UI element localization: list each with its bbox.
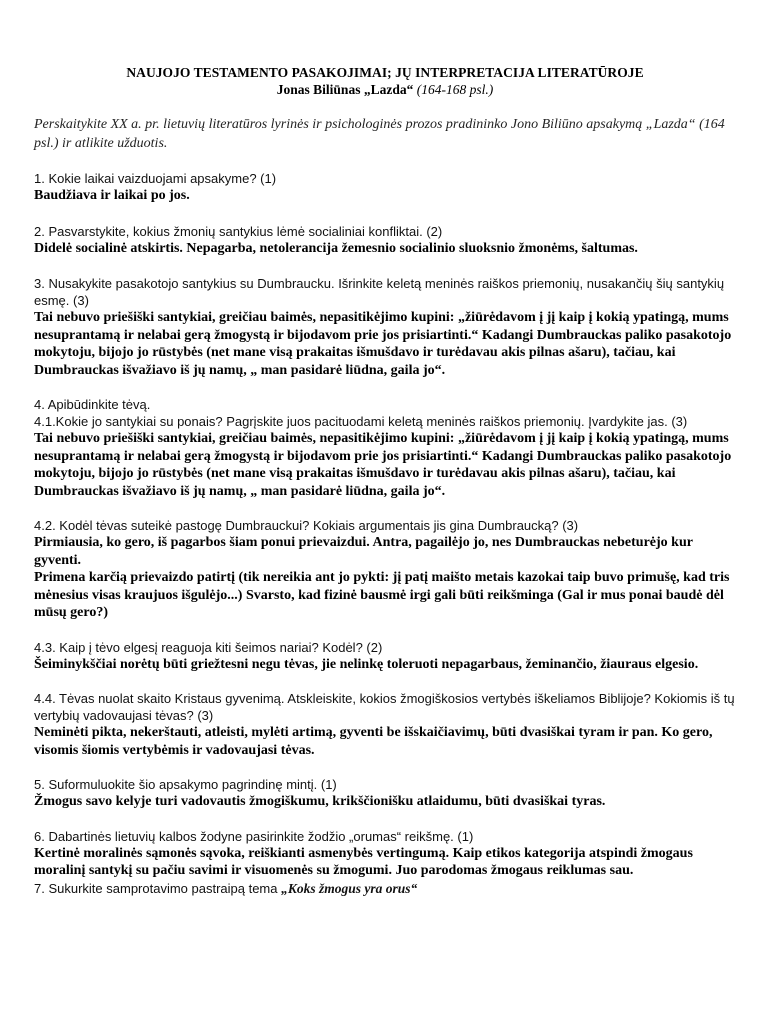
document-subtitle xyxy=(34,81,736,99)
question-block-4-4 xyxy=(34,690,736,759)
question-block-4 xyxy=(34,396,736,500)
question-7-text: 7. Sukurkite samprotavimo pastraipą tema xyxy=(34,880,282,896)
answer-2: Didelė socialinė atskirtis. Nepagarba, netolerancija žemesnio socialinio sluoksnio žmonėms, šaltumas. xyxy=(34,240,638,256)
question-7 xyxy=(34,880,736,897)
question-3: 3. Nusakykite pasakotojo santykius su Dumbraucku. Išrinkite keletą meninės raiškos priemonių, nusakančių šių santykių esmę. (3) xyxy=(34,276,725,308)
answer-4-2-part-2: Primena karčią prievaizdo patirtį (tik nereikia ant jo pykti: jį patį maišto metais kazokai taip buvo primušę, kad tris mėnesius visas kraujuos išgulėjo...) Svarsto, kad fizinė bausmė irgi gali būti reikšminga (Gal ir mus ponai baudė dėl mūsų gero?) xyxy=(34,570,730,620)
question-2: 2. Pasvarstykite, kokius žmonių santykius lėmė socialiniai konfliktai. (2) xyxy=(34,223,443,239)
question-6: 6. Dabartinės lietuvių kalbos žodyne pasirinkite žodžio „orumas“ reikšmę. (1) xyxy=(34,828,474,844)
question-block-4-2 xyxy=(34,517,736,622)
question-4-4: 4.4. Tėvas nuolat skaito Kristaus gyvenimą. Atskleiskite, kokios žmogiškosios vertybės iškeliamos Biblijoje? Kokiomis iš tų vertybių vadovaujasi tėvas? (3) xyxy=(34,691,735,723)
question-7-topic: „Koks žmogus yra orus“ xyxy=(281,880,418,896)
answer-6: Kertinė moralinės sąmonės sąvoka, reiškianti asmenybės vertingumą. Kaip etikos kategorija atspindi žmogaus moralinį santykį su pačiu savimi ir visuomenės su žmogumi. Juo parodomas žmogaus reiklumas sau. xyxy=(34,845,693,878)
answer-1: Baudžiava ir laikai po jos. xyxy=(34,188,190,203)
question-4-2: 4.2. Kodėl tėvas suteikė pastogę Dumbrauckui? Kokiais argumentais jis gina Dumbraucką? (3) xyxy=(34,518,579,533)
page-range: (164-168 psl.) xyxy=(416,82,494,97)
document-page xyxy=(34,64,736,897)
document-title: NAUJOJO TESTAMENTO PASAKOJIMAI; JŲ INTERPRETACIJA LITERATŪROJE xyxy=(126,65,644,80)
question-block-6 xyxy=(34,828,736,897)
answer-4-4: Neminėti pikta, nekerštauti, atleisti, mylėti artimą, gyventi be išskaičiavimų, būti dvasiškai tyram ir pan. Ko gero, visomis šiomis vertybėmis ir vadovaujasi tėvas. xyxy=(34,725,713,758)
answer-4-2-part-1: Pirmiausia, ko gero, iš pagarbos šiam ponui prievaizdui. Antra, pagailėjo jo, nes Dumbrauckas nebeturėjo kur gyventi. xyxy=(34,535,693,568)
question-block-1 xyxy=(34,170,736,205)
question-4-3: 4.3. Kaip į tėvo elgesį reaguoja kiti šeimos nariai? Kodėl? (2) xyxy=(34,639,383,655)
question-1: 1. Kokie laikai vaizduojami apsakyme? (1) xyxy=(34,171,277,186)
answer-4-1: Tai nebuvo priešiški santykiai, greičiau baimės, nepasitikėjimo kupini: „žiūrėdavom į jį kaip į kokią ypatingą, mums nesuprantamą ir nelabai gerą žmogystą ir bijodavom prie jos prisiartinti.“ Kadangi Dumbrauckas paliko pasakotojo mokytoju, bijojo jo rūstybės (net mane visą prakaitas išmušdavo ir turėdavau akis pilnas ašaru), tačiau, kai Dumbrauckas išvažiavo iš jų namų, „ man pasidarė liūdna, gaila jo“. xyxy=(34,431,732,499)
answer-4-3: Šeiminykščiai norėtų būti griežtesni negu tėvas, jie nelinkę toleruoti nepagarbaus, žeminančio, žiauraus elgesio. xyxy=(34,656,699,672)
question-block-2 xyxy=(34,223,736,258)
answer-3: Tai nebuvo priešiški santykiai, greičiau baimės, nepasitikėjimo kupini: „žiūrėdavom į jį kaip į kokią ypatingą, mums nesuprantamą ir nelabai gerą žmogystą ir bijodavom prie jos prisiartinti.“ Kadangi Dumbrauckas paliko pasakotojo mokytoju, bijojo jo rūstybės (net mane visą prakaitas išmušdavo ir turėdavau akis pilnas ašaru), tačiau, kai Dumbrauckas išvažiavo iš jų namų, „ man pasidarė liūdna, gaila jo“. xyxy=(34,310,732,378)
answer-5: Žmogus savo kelyje turi vadovautis žmogiškumu, krikščionišku atlaidumu, būti dvasiškai tyras. xyxy=(34,794,606,809)
question-4: 4. Apibūdinkite tėvą. xyxy=(34,397,151,412)
author-and-work: Jonas Biliūnas „Lazda“ xyxy=(276,82,414,97)
question-block-4-3 xyxy=(34,639,736,674)
question-block-3 xyxy=(34,275,736,379)
question-block-5 xyxy=(34,776,736,811)
question-4-1: 4.1.Kokie jo santykiai su ponais? Pagrįskite juos pacituodami keletą meninės raiškos priemonių. Įvardykite jas. (3) xyxy=(34,414,688,429)
task-intro: Perskaitykite XX a. pr. lietuvių literatūros lyrinės ir psichologinės prozos pradininko Jono Biliūno apsakymą „Lazda“ (164 psl.) ir atlikite užduotis. xyxy=(34,117,725,151)
question-5: 5. Suformuluokite šio apsakymo pagrindinę mintį. (1) xyxy=(34,777,337,792)
